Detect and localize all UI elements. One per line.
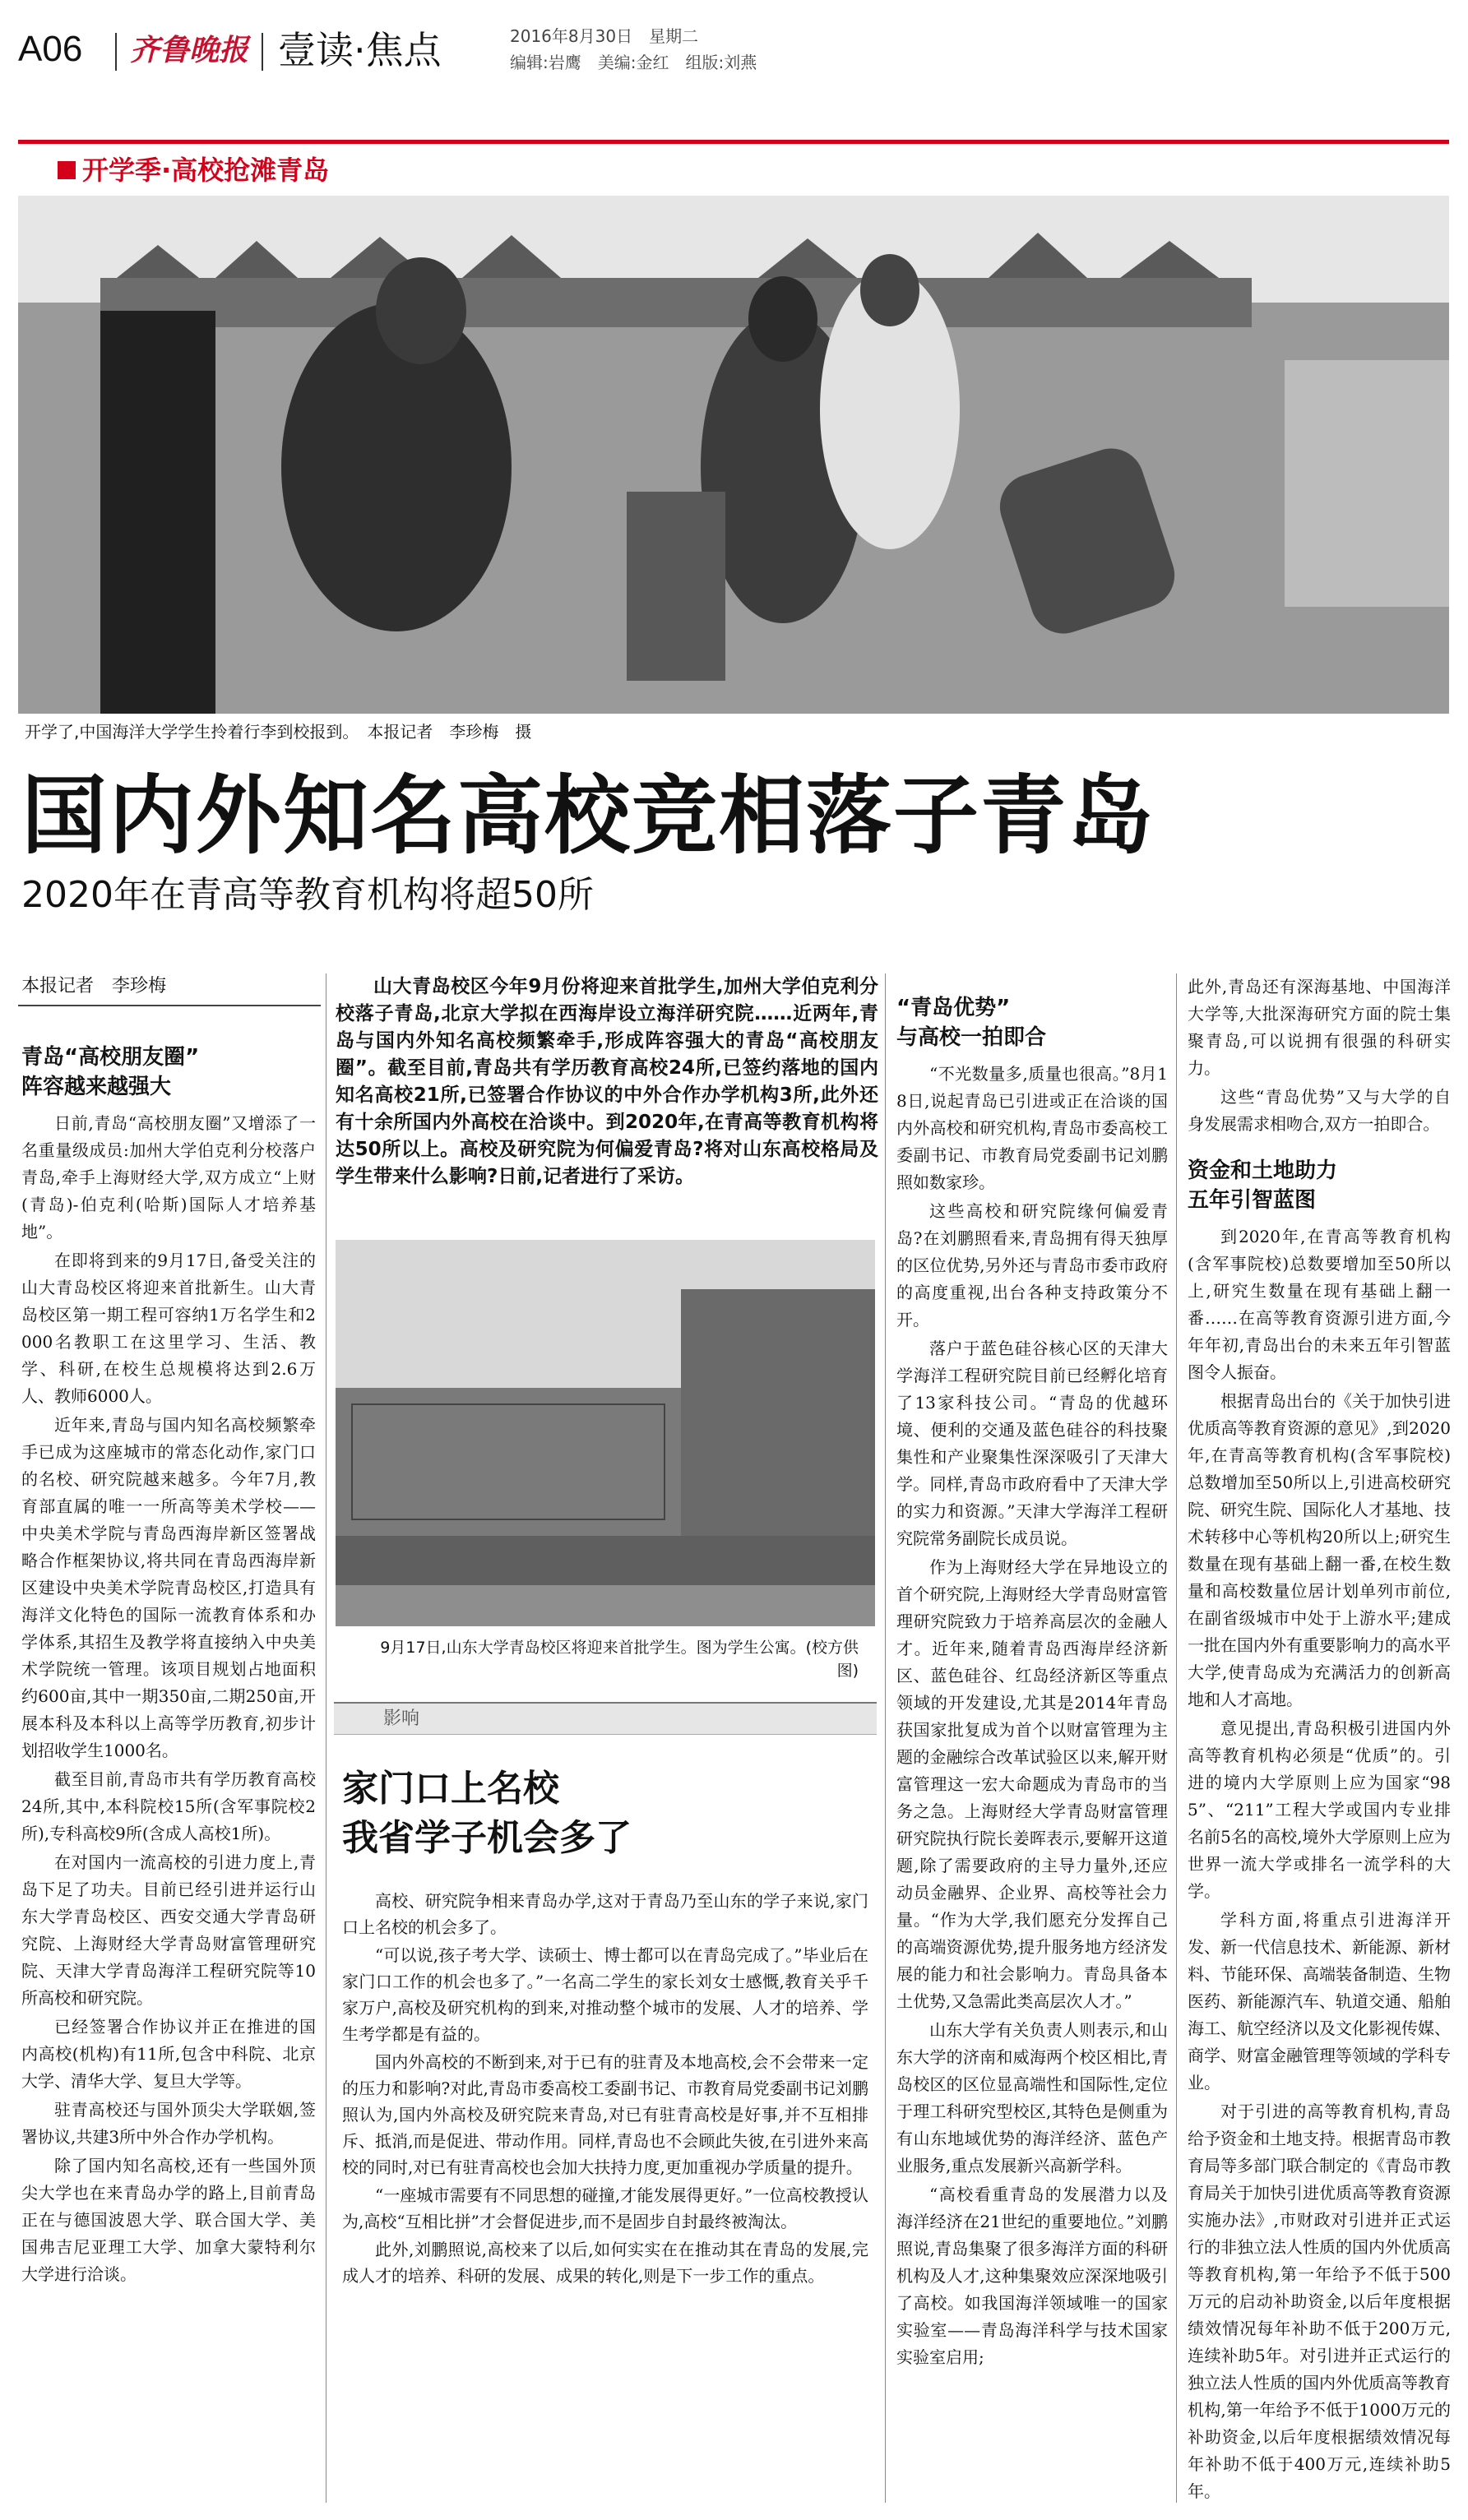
column-divider [885, 973, 886, 2503]
dormitory-photo [336, 1240, 875, 1626]
impact-box [334, 1702, 877, 2512]
dormitory-illustration [336, 1240, 875, 1626]
paragraph: 截至目前,青岛市共有学历教育高校24所,其中,本科院校15所(含军事院校2所),专科高校9所(含成人高校1所)。 [21, 1769, 316, 1843]
byline-rule [18, 1005, 321, 1006]
topic-rule [18, 140, 1449, 144]
subheadline: 2020年在青高等教育机构将超50所 [21, 874, 594, 916]
impact-tag-bar [334, 1702, 877, 1735]
paragraph: 根据青岛出台的《关于加快引进优质高等教育资源的意见》,到2020年,在青高等教育机构(含军事院校)总数增加至50所以上,引进高校研究院、研究生院、国际化人才基地、技术转移中心等机构20所以上;研究生数量在现有基础上翻一番,在校生数量和高校数量位居计划单列市前位,在副省级城市中处于上游水平;建成一批在国内外有重要影响力的高水平大学,使青岛成为充满活力的创新高地和人才高地。 [1188, 1391, 1451, 1709]
subhead-line-2: 与高校一拍即合 [896, 1025, 1047, 1050]
page-number: A06 [18, 29, 83, 69]
paragraph: 高校、研究院争相来青岛办学,这对于青岛乃至山东的学子来说,家门口上名校的机会多了。 [342, 1891, 868, 1937]
subhead-friends-circle [21, 1043, 316, 1102]
byline: 本报记者 李珍梅 [21, 976, 167, 996]
subhead-line-2: 阵容越来越强大 [21, 1075, 172, 1099]
masthead-divider [262, 33, 263, 71]
paragraph: 这些“青岛优势”又与大学的自身发展需求相吻合,双方一拍即合。 [1188, 1087, 1451, 1134]
topic-marker [58, 161, 76, 179]
section-name: 壹读·焦点 [278, 28, 442, 72]
topic-title: 开学季·高校抢滩青岛 [82, 155, 330, 186]
column-3 [896, 993, 1168, 2373]
masthead-divider [115, 33, 117, 71]
paragraph: 作为上海财经大学在异地设立的首个研究院,上海财经大学青岛财富管理研究院致力于培养高层次的金融人才。近年来,随着青岛西海岸经济新区、蓝色硅谷、红岛经济新区等重点领域的开发建设,尤其是2014年青岛获国家批复成为首个以财富管理为主题的金融综合改革试验区以来,解开财富管理这一宏大命题成为青岛市的当务之急。上海财经大学青岛财富管理研究院执行院长姜晖表示,要解开这道题,除了需要政府的主导力量外,还应动员金融界、企业界、高校等社会力量。“作为大学,我们愿充分发挥自己的高端资源优势,提升服务地方经济发展的能力和社会影响力。青岛具备本土优势,又急需此类高层次人才。” [896, 1557, 1168, 2011]
paragraph: “不光数量多,质量也很高。”8月18日,说起青岛已引进或正在洽谈的国内外高校和研究机构,青岛市委高校工委副书记、市教育局党委副书记刘鹏照如数家珍。 [896, 1064, 1168, 1192]
paragraph: 到2020年,在青高等教育机构(含军事院校)总数要增加至50所以上,研究生数量在现有基础上翻一番……在高等教育资源引进方面,今年年初,青岛出台的未来五年引智蓝图令人振奋。 [1188, 1227, 1451, 1382]
paragraph: 学科方面,将重点引进海洋开发、新一代信息技术、新能源、新材料、节能环保、高端装备制造、生物医药、新能源汽车、轨道交通、船舶海工、航空经济以及文化影视传媒、商学、财富金融管理等领域的学科专业。 [1188, 1910, 1451, 2092]
paragraph: 对于引进的高等教育机构,青岛给予资金和土地支持。根据青岛市教育局等多部门联合制定的《青岛市教育局关于加快引进优质高等教育资源实施办法》,市财政对引进并正式运行的非独立法人性质的国内外优质高等教育机构,第一年给予不低于500万元的启动补助资金,以后年度根据绩效情况每年补助不低于200万元,连续补助5年。对引进并正式运行的独立法人性质的国内外优质高等教育机构,第一年给予不低于1000万元的补助资金,以后年度根据绩效情况每年补助不低于400万元,连续补助5年。 [1188, 2102, 1451, 2501]
photo-caption: 开学了,中国海洋大学学生拎着行李到校报到。 本报记者 李珍梅 摄 [25, 722, 532, 742]
paragraph: 落户于蓝色硅谷核心区的天津大学海洋工程研究院目前已经孵化培育了13家科技公司。“青岛的优越环境、便利的交通及蓝色硅谷的科技聚集性和产业聚集性深深吸引了天津大学。同样,青岛市政府看中了天津大学的实力和资源。”天津大学海洋工程研究院常务副院长成员说。 [896, 1339, 1168, 1548]
paragraph: 在即将到来的9月17日,备受关注的山大青岛校区将迎来首批新生。山大青岛校区第一期工程可容纳1万名学生和2000名教职工在这里学习、生活、教学、科研,在校生总规模将达到2.6万人、教师6000人。 [21, 1251, 316, 1406]
paragraph: 在对国内一流高校的引进力度上,青岛下足了功夫。目前已经引进并运行山东大学青岛校区、西安交通大学青岛研究院、上海财经大学青岛财富管理研究院、天津大学青岛海洋工程研究院等10所高校和研究院。 [21, 1852, 316, 2008]
issue-date: 2016年8月30日 星期二 [510, 26, 699, 46]
paragraph: 国内外高校的不断到来,对于已有的驻青及本地高校,会不会带来一定的压力和影响?对此,青岛市委高校工委副书记、市教育局党委副书记刘鹏照认为,国内外高校及研究院来青岛,对已有驻青高校是好事,并不互相排斥、抵消,而是促进、带动作用。同样,青岛也不会顾此失彼,在引进外来高校的同时,对已有驻青高校也会加大扶持力度,更加重视办学质量的提升。 [342, 2052, 868, 2177]
subhead-line-1: “青岛优势” [896, 996, 1011, 1020]
paragraph: 山东大学有关负责人则表示,和山东大学的济南和威海两个校区相比,青岛校区的区位显高端性和国际性,定位于理工科研究型校区,其特色是侧重为有山东地域优势的海洋经济、蓝色产业服务,重点发展新兴高新学科。 [896, 2020, 1168, 2176]
paragraph: 已经签署合作协议并正在推进的国内高校(机构)有11所,包含中科院、北京大学、清华大学、复旦大学等。 [21, 2017, 316, 2091]
headline: 国内外知名高校竞相落子青岛 [21, 765, 1155, 866]
paragraph: 此外,青岛还有深海基地、中国海洋大学等,大批深海研究方面的院士集聚青岛,可以说拥有很强的科研实力。 [1188, 977, 1451, 1078]
impact-tag: 影响 [383, 1709, 420, 1729]
paragraph: 驻青高校还与国外顶尖大学联姻,签署协议,共建3所中外合作办学机构。 [21, 2100, 316, 2147]
subhead-line-1: 资金和土地助力 [1188, 1158, 1338, 1183]
paragraph: 意见提出,青岛积极引进国内外高等教育机构必须是“优质”的。引进的境内大学原则上应为国家“985”、“211”工程大学或国内专业排名前5名的高校,境外大学原则上应为世界一流大学或排名一流学科的大学。 [1188, 1718, 1451, 1901]
paragraph: 除了国内知名高校,还有一些国外顶尖大学也在来青岛办学的路上,目前青岛正在与德国波恩大学、联合国大学、美国弗吉尼亚理工大学、加拿大蒙特利尔大学进行洽谈。 [21, 2156, 316, 2284]
column-divider [1176, 973, 1177, 2503]
paragraph: 这些高校和研究院缘何偏爱青岛?在刘鹏照看来,青岛拥有得天独厚的区位优势,另外还与青岛市委市政府的高度重视,出台各种支持政策分不开。 [896, 1201, 1168, 1329]
paragraph: 近年来,青岛与国内知名高校频繁牵手已成为这座城市的常态化动作,家门口的名校、研究院越来越多。今年7月,教育部直属的唯一一所高等美术学校——中央美术学院与青岛西海岸新区签署战略合作框架协议,将共同在青岛西海岸新区建设中央美术学院青岛校区,打造具有海洋文化特色的国际一流教育体系和办学体系,其招生及教学将直接纳入中央美术学院统一管理。该项目规划占地面积约600亩,其中一期350亩,二期250亩,开展本科及本科以上高等学历教育,初步计划招收学生1000名。 [21, 1415, 316, 1760]
subhead-line-1: 青岛“高校朋友圈” [21, 1045, 200, 1070]
impact-title-line-1: 家门口上名校 [342, 1768, 559, 1810]
dormitory-caption: 9月17日,山东大学青岛校区将迎来首批学生。图为学生公寓。(校方供图) [380, 1639, 859, 1680]
paragraph: 日前,青岛“高校朋友圈”又增添了一名重量级成员:加州大学伯克利分校落户青岛,牵手上海财经大学,双方成立“上财(青岛)-伯克利(哈斯)国际人才培养基地”。 [21, 1113, 316, 1242]
impact-title [342, 1764, 877, 1863]
lead-paragraph: 山大青岛校区今年9月份将迎来首批学生,加州大学伯克利分校落子青岛,北京大学拟在西海岸设立海洋研究院……近两年,青岛与国内外知名高校频繁牵手,形成阵容强大的青岛“高校朋友圈”。截至目前,青岛共有学历教育高校24所,已签约落地的国内知名高校21所,已签署合作协议的中外合作办学机构3所,此外还有十余所国内外高校在洽谈中。到2020年,在青高等教育机构将达50所以上。高校及研究院为何偏爱青岛?将对山东高校格局及学生带来什么影响?日前,记者进行了采访。 [336, 976, 878, 1187]
newspaper-logo: 齐鲁晚报 [130, 33, 249, 67]
column-1 [21, 1036, 316, 2290]
subhead-qingdao-advantage [896, 993, 1168, 1052]
students-arrival-illustration [18, 196, 1449, 714]
impact-body [342, 1888, 868, 2289]
subhead-line-2: 五年引智蓝图 [1188, 1188, 1317, 1213]
subhead-funding-land [1188, 1156, 1451, 1215]
paragraph: “可以说,孩子考大学、读硕士、博士都可以在青岛完成了。”毕业后在家门口工作的机会也多了。”一名高二学生的家长刘女士感慨,教育关乎千家万户,高校及研究机构的到来,对推动整个城市的发展、人才的培养、学生考学都是有益的。 [342, 1945, 868, 2044]
paragraph: “高校看重青岛的发展潜力以及海洋经济在21世纪的重要地位。”刘鹏照说,青岛集聚了很多海洋方面的科研机构及人才,这种集聚效应深深地吸引了高校。如我国海洋领域唯一的国家实验室——青岛海洋科学与技术国家实验室启用; [896, 2185, 1168, 2367]
editor-credits: 编辑:岩鹰 美编:金红 组版:刘燕 [510, 53, 757, 72]
students-arrival-photo [18, 196, 1449, 714]
impact-title-line-2: 我省学子机会多了 [342, 1817, 632, 1859]
paragraph: 此外,刘鹏照说,高校来了以后,如何实实在在推动其在青岛的发展,完成人才的培养、科研的发展、成果的转化,则是下一步工作的重点。 [342, 2240, 868, 2286]
paragraph: “一座城市需要有不同思想的碰撞,才能发展得更好。”一位高校教授认为,高校“互相比拼”才会督促进步,而不是固步自封最终被淘汰。 [342, 2185, 868, 2231]
column-4 [1188, 973, 1451, 2507]
